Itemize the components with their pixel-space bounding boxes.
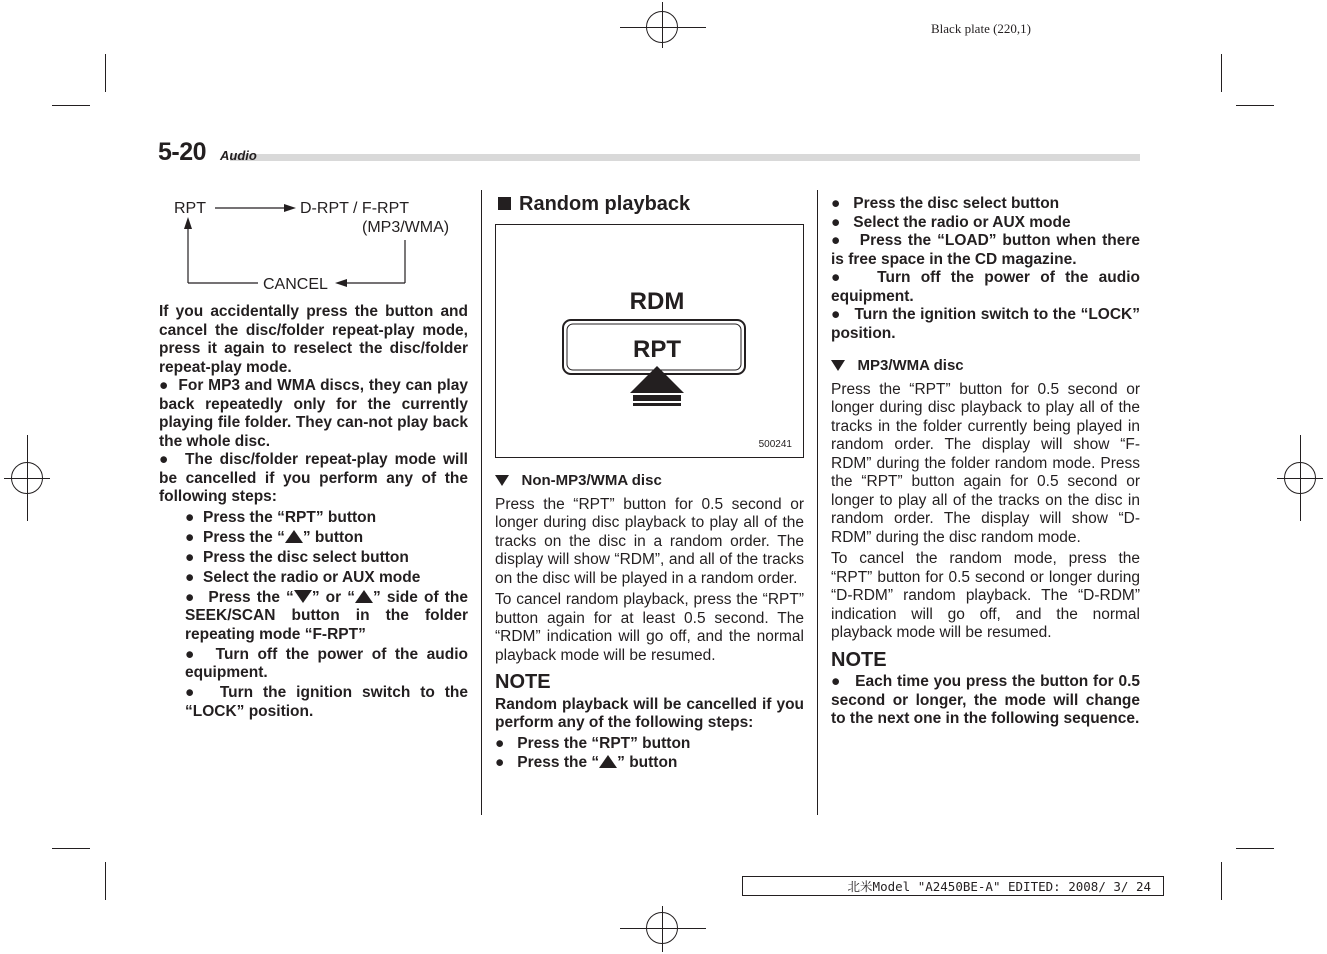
note-text-right: Each time you press the button for 0.5 second or longer, the mode will change to the next one in the following sequence. bbox=[831, 673, 1141, 727]
section-title: Audio bbox=[220, 148, 257, 163]
rdm-rpt-figure bbox=[496, 225, 803, 457]
note-title-middle: NOTE bbox=[495, 671, 551, 693]
column-divider-right bbox=[817, 190, 818, 815]
middle-column: Non-MP3/WMA disc Press the “RPT” button for 0.5 second or longer during disc playback to play all of the tracks on the disc in a random order. The display will show “RDM”, and all of the tracks on the disc will be played in a random order. To cancel random playback, press the “RPT” button again for at least 0.5 second. The “RDM” indication will go off, and the normal playback mode will be resumed. NOTE Random playback will be cancelled if you perform any of the following steps: ● Press the “RPT” button ● Press the “ ” button bbox=[495, 472, 804, 771]
step-rpt: Press the “RPT” button bbox=[202, 508, 377, 526]
repeat-mode-diagram bbox=[160, 192, 470, 297]
figure-rdm: RDM bbox=[629, 288, 685, 315]
note-text-middle: Random playback will be cancelled if you perform any of the following steps: bbox=[495, 695, 804, 731]
right-column: ● Press the disc select button ● Select the radio or AUX mode ● Press the “LOAD” button when there is free space in the CD magazine. ● Turn off the power of the audio equipment. ● Turn the ignition switch to the “LOCK” position. MP3/WMA disc Press the “RPT” button for 0.5 second or longer during disc playback to play all of the tracks in the folder currently being played in random order. The display will show “F-RDM” during the folder random mode. Press the “RPT” button again for 0.5 second or longer to play all of the tracks on the disc in random order. The display will show “D-RDM” during the disc random mode. To cancel the random mode, press the “RPT” button for 0.5 second or longer during “D-RDM” random playback. The “D-RDM” indication will go off, and the normal playback mode will be resumed. NOTE ● Each time you press the button for 0.5 second or longer, the mode will change to the next one in the following sequence. bbox=[831, 195, 1141, 727]
diagram-mp3: (MP3/WMA) bbox=[362, 219, 450, 236]
page-number: 5-20 bbox=[158, 138, 207, 166]
right-bullet-ignition: Turn the ignition switch to the “LOCK” position. bbox=[831, 306, 1141, 342]
footer-model-info: 北米Model "A2450BE-A" EDITED: 2008/ 3/ 24 bbox=[742, 876, 1164, 896]
figure-code: 500241 bbox=[758, 439, 792, 450]
plate-label: Black plate (220,1) bbox=[931, 21, 1031, 36]
mp3-para1: Press the “RPT” button for 0.5 second or longer during disc playback to play all of the tracks in the folder currently being played in random order. The display will show “F-RDM” during the folder random mode. Press the “RPT” button again for 0.5 second or longer to play all of the tracks on the disc in random order. The display will show “D-RDM” during the disc random mode. bbox=[831, 380, 1140, 546]
eject-icon bbox=[599, 755, 617, 768]
right-bullet-disc: Press the disc select button bbox=[853, 195, 1060, 212]
square-bullet-icon bbox=[498, 197, 511, 210]
column-divider-left bbox=[481, 190, 482, 815]
diagram-cancel: CANCEL bbox=[263, 276, 328, 293]
figure-rpt: RPT bbox=[633, 336, 681, 363]
cancel-note: The disc/folder repeat-play mode will be cancelled if you perform any of the following steps: bbox=[159, 451, 468, 505]
non-mp3-para2: To cancel random playback, press the “RPT” button again for at least 0.5 second. The “RDM” indication will go off, and the normal playback mode will be resumed. bbox=[495, 591, 804, 664]
diagram-rpt: RPT bbox=[174, 200, 206, 217]
non-mp3-heading: Non-MP3/WMA disc bbox=[521, 472, 662, 489]
non-mp3-para1: Press the “RPT” button for 0.5 second or longer during disc playback to play all of the tracks on the disc in a random order. The display will show “RDM”, and all of the tracks on the disc will be played in a random order. bbox=[495, 495, 804, 587]
seek-up-icon bbox=[355, 590, 373, 603]
note-bullet-rpt: Press the “RPT” button bbox=[517, 734, 691, 752]
right-bullet-power: Turn off the power of the audio equipment. bbox=[831, 269, 1140, 305]
mp3-heading: MP3/WMA disc bbox=[857, 357, 964, 374]
figure-box bbox=[495, 224, 804, 458]
intro-text: If you accidentally press the button and cancel the disc/folder repeat-play mode, press it again to reselect the disc/folder repeat-play mode. bbox=[159, 303, 468, 376]
step-disc: Press the disc select button bbox=[202, 548, 409, 566]
step-ignition: Turn the ignition switch to the “LOCK” position. bbox=[185, 684, 468, 720]
subheading-icon bbox=[495, 475, 509, 486]
random-playback-heading: Random playback bbox=[498, 193, 690, 216]
step-radio: Select the radio or AUX mode bbox=[202, 568, 421, 586]
step-power: Turn off the power of the audio equipment. bbox=[185, 645, 468, 681]
mp3-para2: To cancel the random mode, press the “RPT” button for 0.5 second or longer during “D-RDM” random playback. The “D-RDM” indication will go off, and the normal playback mode will be resumed. bbox=[831, 550, 1140, 641]
mp3-note: For MP3 and WMA discs, they can play back repeatedly only for the currently playing file folder. They can-not play back the whole disc. bbox=[159, 377, 468, 450]
right-bullet-load: Press the “LOAD” button when there is free space in the CD magazine. bbox=[831, 232, 1141, 268]
subheading-icon bbox=[831, 360, 845, 371]
right-bullet-radio: Select the radio or AUX mode bbox=[853, 213, 1071, 231]
seek-down-icon bbox=[294, 590, 312, 603]
header-bar bbox=[230, 154, 1140, 161]
left-column: If you accidentally press the button and cancel the disc/folder repeat-play mode, press it again to reselect the disc/folder repeat-play mode. ● For MP3 and WMA discs, they can play back repeatedly only for the currently playing file folder. They can-not play back the whole disc. ● The disc/folder repeat-play mode will be cancelled if you perform any of the following steps: ● Press the “RPT” button ● Press the “ ” button ● Press the disc select button ● Select the radio or AUX mode ● Press the “ ” or “ ” side of the SEEK/SCAN button in the folder repeating mode “F-RPT” ● Turn off the power of the audio equipment. ● Turn the ignition switch to the “LOCK” position. bbox=[159, 303, 468, 720]
note-title-right: NOTE bbox=[831, 648, 887, 671]
diagram-drpt: D-RPT / F-RPT bbox=[300, 200, 410, 217]
eject-icon bbox=[285, 530, 303, 543]
